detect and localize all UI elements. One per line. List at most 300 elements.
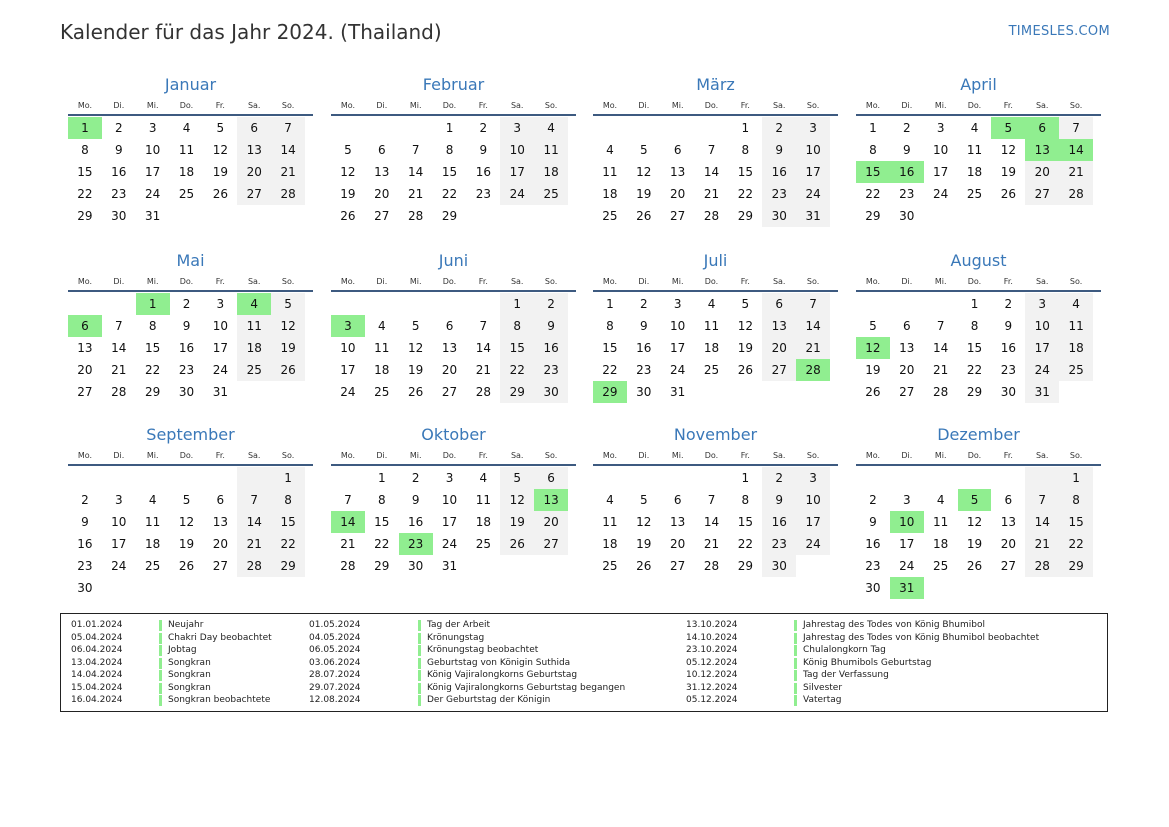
day-cell: 2 — [114, 121, 123, 135]
day-cell: 26 — [500, 533, 534, 555]
day-cell: 9 — [639, 319, 648, 333]
day-cell: 6 — [1004, 493, 1013, 507]
day-cell: 10 — [212, 319, 228, 333]
day-cell: 27 — [899, 385, 915, 399]
empty-day-cell — [170, 577, 204, 599]
day-cell: 21 — [340, 537, 356, 551]
day-cell: 30 — [1000, 385, 1016, 399]
day-cell: 26 — [966, 559, 983, 573]
day-cell: 17 — [899, 537, 915, 551]
week-row — [593, 533, 830, 555]
weekday-label: Sa. — [510, 276, 524, 286]
weekday-label: Di. — [376, 276, 388, 286]
day-cell: 26 — [340, 209, 356, 223]
day-cell: 25 — [178, 187, 195, 201]
empty-day-cell — [170, 467, 204, 489]
week-row — [68, 511, 305, 533]
day-cell: 22 — [966, 363, 983, 377]
weekday-label: So. — [544, 100, 558, 110]
day-cell: 2 — [639, 297, 648, 311]
day-cell: 26 — [212, 187, 228, 201]
legend-date: 13.10.2024 — [686, 620, 738, 630]
day-cell: 30 — [408, 559, 424, 573]
week-row — [593, 205, 830, 227]
weekday-label: Fr. — [740, 276, 750, 286]
day-cell: 2 — [902, 121, 911, 135]
day-cell: 20 — [1000, 537, 1016, 551]
empty-day-cell — [102, 293, 136, 315]
day-cell: 10 — [145, 143, 161, 157]
day-cell: 22 — [271, 533, 305, 555]
day-cell: 11 — [178, 143, 195, 157]
legend-holiday-name: Vatertag — [803, 695, 842, 705]
day-cell: 4 — [606, 143, 614, 157]
weekday-label: Do. — [704, 276, 719, 286]
holiday-legend — [60, 613, 1108, 712]
day-cell: 28 — [271, 183, 305, 205]
day-cell: 5 — [216, 121, 225, 135]
day-cell: 29 — [441, 209, 458, 223]
week-row — [331, 139, 568, 161]
weekday-label: Di. — [113, 276, 125, 286]
day-cell: 11 — [374, 341, 390, 355]
legend-date: 14.10.2024 — [686, 632, 738, 643]
day-cell: 29 — [145, 385, 161, 399]
day-cell: 17 — [796, 511, 830, 533]
day-cell: 15 — [737, 165, 753, 179]
empty-day-cell — [466, 205, 500, 227]
weekday-label: So. — [281, 100, 295, 110]
day-cell: 17 — [441, 515, 458, 529]
day-cell: 25 — [534, 183, 568, 205]
weekday-label: Fr. — [215, 100, 225, 110]
header-rule — [68, 114, 313, 116]
day-cell: 2 — [762, 117, 796, 139]
day-cell: 9 — [1004, 319, 1013, 333]
week-row — [331, 315, 568, 337]
day-cell: 30 — [762, 205, 796, 227]
day-cell: 1 — [377, 471, 386, 485]
legend-entry — [686, 694, 1039, 707]
day-cell: 26 — [408, 385, 424, 399]
weekday-label: Di. — [113, 450, 125, 460]
legend-holiday-name: König Vajiralongkorns Geburtstag begangen — [427, 682, 626, 693]
day-cell: 4 — [606, 493, 614, 507]
day-cell: 16 — [178, 341, 195, 355]
weekday-label: Fr. — [478, 450, 488, 460]
empty-day-cell — [203, 205, 237, 227]
day-cell: 13 — [374, 165, 390, 179]
weekday-label: Mi. — [934, 276, 947, 286]
legend-column-1 — [71, 619, 272, 707]
legend-holiday-name: Songkran — [168, 682, 211, 693]
legend-date: 29.07.2024 — [309, 682, 361, 693]
day-cell: 26 — [178, 559, 195, 573]
day-cell: 23 — [762, 533, 796, 555]
legend-holiday-name: Krönungstag — [427, 632, 485, 643]
weekday-label: Do. — [967, 276, 982, 286]
empty-day-cell — [203, 467, 237, 489]
week-row — [856, 555, 1093, 577]
day-cell: 19 — [408, 363, 424, 377]
week-row — [856, 337, 1093, 359]
month-name: Dezember — [937, 425, 1020, 444]
day-cell: 6 — [762, 293, 796, 315]
day-cell: 17 — [670, 341, 686, 355]
day-cell: 22 — [602, 363, 618, 377]
day-cell: 1 — [869, 121, 877, 135]
empty-day-cell — [1059, 205, 1093, 227]
month-name: August — [950, 251, 1007, 270]
empty-day-cell — [136, 577, 170, 599]
day-cell: 15 — [441, 165, 458, 179]
empty-day-cell — [1025, 577, 1059, 599]
legend-color-marker — [418, 695, 421, 706]
day-cell: 5 — [271, 293, 305, 315]
day-cell: 12 — [178, 515, 195, 529]
legend-color-marker — [159, 658, 162, 669]
empty-day-cell — [728, 381, 762, 403]
weekday-label: Do. — [442, 276, 457, 286]
empty-day-cell — [399, 117, 433, 139]
week-row — [331, 533, 568, 555]
week-row — [331, 161, 568, 183]
month-1 — [60, 74, 305, 227]
day-cell: 3 — [936, 121, 945, 135]
empty-day-cell — [991, 205, 1025, 227]
day-cell: 24 — [899, 559, 915, 573]
day-cell: 5 — [500, 467, 534, 489]
week-row — [593, 337, 830, 359]
week-row — [856, 381, 1093, 403]
weekday-label: So. — [806, 450, 820, 460]
empty-day-cell — [466, 555, 500, 577]
day-cell: 13 — [212, 515, 228, 529]
day-cell: 8 — [377, 493, 386, 507]
header-rule — [856, 114, 1101, 116]
legend-entry — [309, 657, 625, 670]
weekday-label: Mo. — [602, 450, 618, 460]
legend-holiday-name: Krönungstag beobachtet — [427, 645, 539, 655]
month-2 — [323, 74, 568, 227]
month-4 — [848, 74, 1093, 227]
day-cell: 1 — [500, 293, 534, 315]
day-cell: 9 — [114, 143, 123, 157]
day-cell: 21 — [408, 187, 424, 201]
legend-date: 15.04.2024 — [71, 682, 123, 693]
day-cell: 11 — [534, 139, 568, 161]
week-row — [68, 555, 305, 577]
legend-date: 23.10.2024 — [686, 645, 738, 655]
day-cell: 7 — [271, 117, 305, 139]
legend-date: 05.12.2024 — [686, 695, 738, 705]
day-cell: 2 — [182, 297, 191, 311]
weekday-label: Fr. — [1003, 100, 1013, 110]
month-8 — [848, 250, 1093, 403]
weekday-label: Fr. — [215, 276, 225, 286]
weekday-header — [593, 446, 830, 464]
day-cell: 27 — [374, 209, 390, 223]
day-cell: 25 — [374, 385, 390, 399]
day-cell: 7 — [1025, 489, 1059, 511]
day-cell: 15 — [500, 337, 534, 359]
day-cell: 3 — [445, 471, 454, 485]
empty-day-cell — [627, 467, 661, 489]
day-cell: 26 — [636, 209, 652, 223]
week-row — [593, 511, 830, 533]
day-cell: 29 — [271, 555, 305, 577]
day-cell: 1 — [606, 297, 614, 311]
day-cell: 7 — [936, 319, 945, 333]
week-row — [593, 117, 830, 139]
weekday-label: So. — [281, 276, 295, 286]
weekday-label: Mi. — [146, 450, 159, 460]
day-cell: 7 — [707, 493, 716, 507]
legend-color-marker — [418, 645, 421, 656]
legend-entry — [71, 632, 272, 645]
day-cell: 5 — [869, 319, 877, 333]
legend-date: 31.12.2024 — [686, 682, 738, 693]
day-cell: 29 — [374, 559, 390, 573]
day-cell: 7 — [411, 143, 420, 157]
day-cell: 12 — [212, 143, 228, 157]
day-cell: 20 — [670, 537, 686, 551]
day-cell: 8 — [271, 489, 305, 511]
day-cell: 18 — [933, 537, 949, 551]
legend-color-marker — [159, 620, 162, 631]
day-cell: 20 — [441, 363, 458, 377]
week-row — [331, 293, 568, 315]
day-cell: 26 — [737, 363, 753, 377]
weekday-label: Sa. — [247, 450, 261, 460]
weekday-label: Mo. — [340, 276, 356, 286]
day-cell: 24 — [111, 559, 127, 573]
holiday-day-cell: 14 — [1059, 139, 1093, 161]
day-cell: 11 — [237, 315, 271, 337]
weekday-label: Mo. — [77, 276, 93, 286]
day-cell: 20 — [77, 363, 93, 377]
day-cell: 1 — [970, 297, 979, 311]
day-cell: 15 — [737, 515, 753, 529]
day-cell: 29 — [865, 209, 881, 223]
day-cell: 31 — [1025, 381, 1059, 403]
day-cell: 18 — [966, 165, 983, 179]
day-cell: 26 — [636, 559, 652, 573]
legend-date: 10.12.2024 — [686, 670, 738, 680]
month-name: Mai — [176, 251, 205, 270]
day-cell: 31 — [670, 385, 686, 399]
legend-color-marker — [159, 683, 162, 694]
day-cell: 31 — [212, 385, 228, 399]
day-cell: 29 — [1059, 555, 1093, 577]
day-cell: 17 — [1025, 337, 1059, 359]
month-5 — [60, 250, 305, 403]
empty-day-cell — [593, 117, 627, 139]
legend-holiday-name: König Vajiralongkorns Geburtstag — [427, 670, 578, 680]
legend-color-marker — [159, 633, 162, 644]
empty-day-cell — [237, 381, 271, 403]
month-10 — [323, 424, 568, 577]
empty-day-cell — [1059, 577, 1093, 599]
legend-entry — [71, 682, 272, 695]
day-cell: 9 — [182, 319, 191, 333]
week-row — [68, 315, 305, 337]
weekday-label: Mo. — [602, 100, 618, 110]
legend-color-marker — [159, 645, 162, 656]
day-cell: 18 — [602, 187, 618, 201]
day-cell: 19 — [737, 341, 753, 355]
empty-day-cell — [890, 467, 924, 489]
page-title: Kalender für das Jahr 2024. (Thailand) — [60, 20, 442, 44]
day-cell: 13 — [670, 165, 686, 179]
day-cell: 3 — [500, 117, 534, 139]
week-row — [68, 205, 305, 227]
day-cell: 19 — [636, 187, 652, 201]
day-cell: 4 — [479, 471, 488, 485]
weekday-label: Di. — [901, 450, 913, 460]
day-cell: 4 — [377, 319, 386, 333]
week-row — [856, 117, 1093, 139]
day-cell: 22 — [500, 359, 534, 381]
day-cell: 8 — [81, 143, 89, 157]
day-cell: 22 — [737, 187, 753, 201]
legend-color-marker — [159, 670, 162, 681]
weekday-header — [331, 272, 568, 290]
day-cell: 29 — [77, 209, 93, 223]
weekday-label: Mi. — [146, 100, 159, 110]
day-cell: 3 — [148, 121, 157, 135]
legend-date: 28.07.2024 — [309, 670, 361, 680]
week-row — [856, 315, 1093, 337]
legend-holiday-name: Tag der Arbeit — [427, 620, 491, 630]
day-cell: 14 — [703, 515, 720, 529]
day-cell: 4 — [182, 121, 191, 135]
day-cell: 16 — [408, 515, 424, 529]
weekday-label: Do. — [442, 100, 457, 110]
week-row — [68, 467, 305, 489]
day-cell: 7 — [1059, 117, 1093, 139]
legend-entry — [686, 657, 1039, 670]
legend-entry — [71, 657, 272, 670]
weekday-label: Do. — [179, 100, 194, 110]
day-cell: 7 — [237, 489, 271, 511]
empty-day-cell — [203, 577, 237, 599]
day-cell: 12 — [271, 315, 305, 337]
day-cell: 17 — [933, 165, 949, 179]
day-cell: 18 — [374, 363, 390, 377]
weekday-label: Mo. — [865, 450, 881, 460]
weekday-label: So. — [806, 276, 820, 286]
empty-day-cell — [237, 467, 271, 489]
empty-day-cell — [695, 467, 729, 489]
legend-holiday-name: Songkran — [168, 657, 211, 668]
day-cell: 31 — [145, 209, 161, 223]
day-cell: 6 — [673, 493, 682, 507]
month-name: März — [696, 75, 735, 94]
site-link[interactable]: TIMESLES.COM — [1008, 24, 1110, 39]
day-cell: 27 — [441, 385, 458, 399]
day-cell: 19 — [340, 187, 356, 201]
day-cell: 28 — [703, 209, 720, 223]
day-cell: 23 — [178, 363, 195, 377]
day-cell: 21 — [475, 363, 491, 377]
empty-day-cell — [661, 467, 695, 489]
weekday-label: Sa. — [247, 100, 261, 110]
day-cell: 25 — [933, 559, 949, 573]
day-cell: 13 — [441, 341, 458, 355]
weekday-label: Mi. — [671, 450, 684, 460]
weekday-header — [856, 272, 1093, 290]
week-row — [856, 161, 1093, 183]
day-cell: 1 — [445, 121, 454, 135]
day-cell: 7 — [707, 143, 716, 157]
day-cell: 15 — [966, 341, 983, 355]
day-cell: 24 — [212, 363, 228, 377]
day-cell: 30 — [534, 381, 568, 403]
legend-entry — [686, 632, 1039, 645]
week-row — [331, 381, 568, 403]
day-cell: 25 — [602, 209, 618, 223]
week-row — [593, 381, 830, 403]
empty-day-cell — [433, 293, 467, 315]
weekday-label: Di. — [901, 276, 913, 286]
weekday-label: Do. — [442, 450, 457, 460]
day-cell: 21 — [111, 363, 127, 377]
weekday-label: So. — [806, 100, 820, 110]
empty-day-cell — [500, 555, 534, 577]
day-cell: 6 — [534, 467, 568, 489]
legend-color-marker — [418, 683, 421, 694]
holiday-day-cell: 5 — [958, 489, 992, 511]
day-cell: 23 — [865, 559, 881, 573]
holiday-day-cell: 28 — [796, 359, 830, 381]
weekday-label: Do. — [179, 450, 194, 460]
legend-holiday-name: Jahrestag des Todes von König Bhumibol beobachtet — [803, 632, 1040, 643]
weekday-label: Sa. — [1035, 100, 1049, 110]
day-cell: 14 — [1025, 511, 1059, 533]
weekday-label: Fr. — [740, 450, 750, 460]
day-cell: 29 — [966, 385, 983, 399]
day-cell: 18 — [534, 161, 568, 183]
empty-day-cell — [331, 293, 365, 315]
holiday-day-cell: 12 — [856, 337, 890, 359]
week-row — [68, 337, 305, 359]
empty-day-cell — [102, 467, 136, 489]
day-cell: 2 — [1004, 297, 1013, 311]
day-cell: 19 — [1000, 165, 1016, 179]
week-row — [68, 359, 305, 381]
day-cell: 9 — [81, 515, 89, 529]
day-cell: 13 — [670, 515, 686, 529]
legend-entry — [71, 644, 272, 657]
day-cell: 27 — [237, 183, 271, 205]
day-cell: 15 — [374, 515, 390, 529]
empty-day-cell — [958, 205, 992, 227]
weekday-label: Do. — [704, 450, 719, 460]
day-cell: 3 — [1025, 293, 1059, 315]
day-cell: 1 — [741, 471, 750, 485]
day-cell: 17 — [500, 161, 534, 183]
weekday-label: Mo. — [340, 450, 356, 460]
legend-date: 03.06.2024 — [309, 657, 361, 668]
day-cell: 22 — [737, 537, 753, 551]
day-cell: 25 — [145, 559, 161, 573]
day-cell: 16 — [636, 341, 652, 355]
day-cell: 15 — [145, 341, 161, 355]
legend-entry — [309, 619, 625, 632]
legend-date: 06.05.2024 — [309, 645, 361, 655]
day-cell: 27 — [212, 559, 228, 573]
